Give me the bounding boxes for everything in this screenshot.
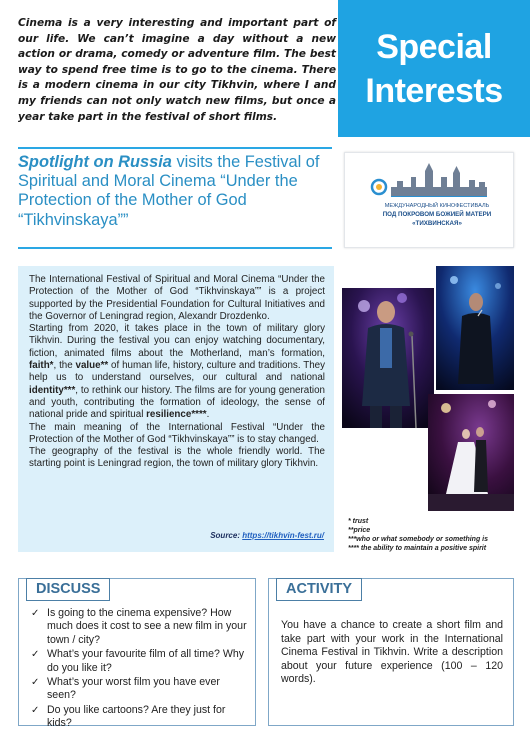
title-line-2: Interests (365, 71, 503, 110)
discuss-label: DISCUSS (26, 578, 110, 601)
glossary-item: ***who or what somebody or something is (348, 536, 489, 543)
source-label: Source: (210, 530, 243, 540)
photo-speaker (342, 288, 434, 428)
logo-line-3: «ТИХВИНСКАЯ» (412, 220, 462, 227)
glossary (348, 517, 524, 553)
article-p2-text: , the (53, 360, 76, 372)
title-line-1: Special (376, 27, 492, 66)
glossary-item: **price (348, 527, 371, 534)
list-item (31, 676, 249, 703)
discuss-question: What’s your worst film you have ever seen? (47, 676, 220, 702)
keyword-faith: faith* (29, 360, 54, 372)
discuss-box (18, 578, 256, 730)
list-item (31, 704, 249, 731)
check-icon: ✓ (31, 677, 40, 689)
logo-monastery-icon (391, 163, 487, 196)
logo-line-1: МЕЖДУНАРОДНЫЙ КИНОФЕСТИВАЛЬ (384, 203, 490, 209)
activity-label: ACTIVITY (276, 578, 362, 601)
festival-logo-graphic (345, 153, 515, 249)
spotlight-text: visits the Festival of Spiritual and Moral Cinema “Under the Protection of the Mother of God “Tikhvinskaya”” (18, 153, 320, 229)
spotlight-heading (18, 153, 336, 230)
keyword-identity: identity*** (29, 384, 76, 396)
article-p2-text: . (206, 409, 210, 421)
article-p1: The International Festival of Spiritual and Moral Cinema “Under the Protection of the Mother of God “Tikhvinskaya”” is a project supported by the Presidential Foundation for Cultural Initiatives and the Governor of Leningrad region, Alexandr Drozdenko. (29, 274, 325, 322)
article-p3: The main meaning of the International Festival “Under the Protection of the Mother of God “Tikhvinskaya”” is to stay changed. (29, 421, 325, 445)
activity-text: You have a chance to create a short film and take part with your work in the International Cinema Festival in Tikhvin. Write a description about your future experience (100 – 120 words). (281, 619, 503, 685)
source-link[interactable]: https://tikhvin-fest.ru/ (242, 530, 324, 540)
discuss-question: What’s your favourite film of all time? Why do you like it? (47, 648, 245, 674)
check-icon: ✓ (31, 704, 40, 716)
check-icon: ✓ (31, 608, 40, 619)
list-item (31, 607, 249, 647)
festival-logo (344, 152, 514, 248)
discuss-list (31, 607, 249, 732)
logo-swirl-icon (372, 180, 386, 194)
article-p4: The geography of the festival is the whole friendly world. The starting point is Leningrad region, the town of military glory Tikhvin. (29, 446, 325, 470)
glossary-item: **** the ability to maintain a positive spirit (348, 545, 487, 552)
spotlight-divider-top (18, 147, 332, 149)
photo-dancers (428, 394, 514, 511)
intro-paragraph: Cinema is a very interesting and important part of our life. We can’t imagine a day without a new action or drama, comedy or adventure film. The best way to spend free time is to go to the cinema. There is a modern cinema in our city Tikhvin, where I and my friends can not only watch new films, but once a year take part in the festival of short films. (18, 17, 336, 123)
article-box (18, 266, 334, 552)
article-p2 (29, 323, 325, 421)
discuss-question: Do you like cartoons? Are they just for kids? (47, 703, 226, 730)
discuss-question: Is going to the cinema expensive? How much does it cost to see a new film in your town / city? (47, 607, 247, 646)
keyword-value: value** (75, 360, 109, 372)
list-item (31, 648, 249, 675)
glossary-item: * trust (348, 518, 369, 525)
photo-singer (436, 266, 514, 390)
activity-box (268, 578, 514, 726)
check-icon: ✓ (31, 649, 40, 661)
article-p2-text: Starting from 2020, it takes place in the town of military glory Tikhvin. During the festival you can enjoy watching documentary, fiction, animated films about the Motherland, man’s formation, (29, 323, 325, 359)
logo-line-2: ПОД ПОКРОВОМ БОЖИЕЙ МАТЕРИ (382, 211, 492, 218)
article-p2-text: of human life, history, culture and traditions. They help us to understand ourselves, our cultural and national (29, 360, 325, 384)
spotlight-divider-bottom (18, 247, 332, 249)
keyword-resilience: resilience**** (146, 409, 207, 421)
spotlight-brand: Spotlight on Russia (18, 153, 172, 171)
source-credit (210, 530, 324, 542)
festival-photos (342, 266, 514, 511)
section-title-banner (338, 0, 530, 137)
article-p2-text: , to rethink our history. The films are for young generation and youth, contributing the formation of ideology, the sense of national pride and spiritual (29, 384, 325, 421)
